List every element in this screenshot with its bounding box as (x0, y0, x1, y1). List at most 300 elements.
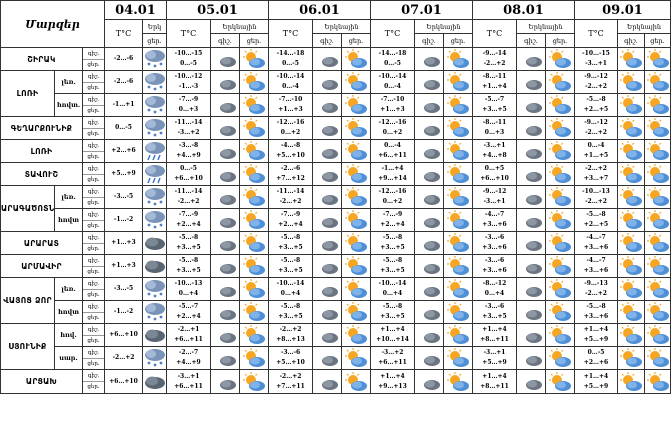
day-night-labels (83, 186, 105, 209)
forecast-row (1, 301, 671, 324)
snow-icon (143, 347, 167, 370)
cloudsun-icon (645, 48, 671, 71)
temperature-cell (371, 278, 415, 301)
night-temperature: -3…-6 (280, 349, 301, 356)
cloudsun-icon (645, 209, 671, 232)
temperature-value: -1…+1 (112, 101, 135, 108)
temperature-cell (105, 163, 143, 186)
cloudsun-icon (240, 94, 269, 117)
night-label: գիշ. (83, 348, 104, 359)
pcloud-icon (313, 232, 342, 255)
day-temperature: +3…+6 (482, 244, 507, 251)
temperature-cell (575, 347, 618, 370)
temperature-cell (269, 186, 313, 209)
night-subheader: գիշ. (618, 34, 645, 48)
night-temperature: -5…-8 (586, 96, 606, 103)
temperature-value: -1…-2 (113, 308, 134, 315)
day-label: ցեր. (87, 360, 100, 367)
night-temperature: -9…-12 (482, 188, 507, 195)
day-temperature: +10…+14 (376, 336, 409, 343)
temperature-cell (269, 71, 313, 94)
cloudsun-icon (444, 117, 473, 140)
day-temperature: +8…+11 (480, 382, 509, 390)
temperature-cell (371, 117, 415, 140)
day-temperature: 0…+2 (382, 129, 403, 136)
pcloud-icon (517, 278, 546, 301)
temperature-cell (167, 71, 211, 94)
day-temperature: -1…-3 (178, 83, 199, 90)
cloudsun-icon (444, 347, 473, 370)
day-temperature: +3…+5 (380, 267, 405, 274)
cloudsun-icon (240, 71, 269, 94)
pcloud-icon (415, 232, 444, 255)
night-temperature: -3…-6 (484, 303, 505, 310)
temperature-cell (575, 186, 618, 209)
cloudsun-icon (546, 370, 575, 394)
night-temperature: -4…-7 (586, 234, 606, 241)
day-temperature: +3…+6 (583, 267, 609, 274)
night-label: գիշ. (83, 302, 104, 313)
pcloud-icon (415, 370, 444, 394)
pcloud-icon (415, 347, 444, 370)
regions-header: Մարզեր (1, 1, 105, 48)
night-label: գիշ. (83, 72, 104, 83)
night-temperature: -14…-18 (276, 50, 305, 57)
pcloud-icon (211, 324, 240, 347)
temperature-value: +1…+3 (111, 262, 136, 269)
temperature-cell (269, 324, 313, 347)
sky-column-header: Երկնային (313, 20, 371, 34)
temperature-cell (105, 324, 143, 347)
temperature-cell (371, 370, 415, 394)
night-temperature: -11…-14 (174, 188, 203, 195)
forecast-row (1, 278, 671, 301)
cloudsun-icon (342, 163, 371, 186)
temperature-value: -1…-2 (113, 216, 134, 223)
night-label: գիշ. (83, 325, 104, 336)
day-temperature: +5…+10 (276, 359, 305, 366)
cloudsun-icon (618, 71, 645, 94)
day-temperature: +3…+7 (583, 175, 609, 182)
day-temperature: +3…+6 (482, 267, 507, 274)
night-temperature: -11…-14 (174, 119, 203, 126)
temperature-cell (371, 94, 415, 117)
night-temperature: -7…-10 (278, 96, 303, 103)
day-temperature: +5…+9 (583, 382, 609, 390)
night-temperature: -11…-14 (276, 188, 305, 195)
night-subheader: գիշ. (415, 34, 444, 48)
region-name: ԱՐԱԳԱԾՈՏՆ (1, 186, 55, 232)
cloudsun-icon (240, 232, 269, 255)
day-temperature: 0…-5 (282, 60, 299, 67)
cloudsun-icon (645, 370, 671, 394)
day-temperature: +6…+11 (174, 382, 203, 390)
pcloud-icon (415, 163, 444, 186)
day-subheader: ցեր. (240, 34, 269, 48)
temp-column-header: T°C (575, 20, 618, 48)
temperature-cell (269, 140, 313, 163)
day-night-labels (83, 209, 105, 232)
pcloud-icon (415, 209, 444, 232)
night-temperature: -3…+1 (177, 372, 200, 380)
pcloud-icon (415, 117, 444, 140)
pcloud-icon (211, 370, 240, 394)
night-temperature: -9…-12 (584, 73, 608, 80)
cloudsun-icon (444, 48, 473, 71)
temperature-cell (473, 94, 517, 117)
temperature-cell (575, 324, 618, 347)
pcloud-icon (517, 140, 546, 163)
cloudsun-icon (342, 48, 371, 71)
cloudsun-icon (546, 232, 575, 255)
pcloud-icon (517, 94, 546, 117)
temperature-cell (269, 347, 313, 370)
temperature-cell (105, 278, 143, 301)
day-subheader: ցեր. (342, 34, 371, 48)
cloud-icon (143, 232, 167, 255)
day-temperature: 0…+2 (280, 129, 301, 136)
cloudsun-icon (342, 209, 371, 232)
cloudsun-icon (645, 324, 671, 347)
night-temperature: -5…-7 (178, 303, 199, 310)
cloudsun-icon (342, 140, 371, 163)
temperature-cell (575, 71, 618, 94)
temperature-cell (105, 140, 143, 163)
day-label: ցեր. (87, 176, 100, 183)
temperature-cell (167, 278, 211, 301)
temperature-cell (371, 71, 415, 94)
temperature-cell (371, 255, 415, 278)
temperature-cell (575, 232, 618, 255)
pcloud-icon (415, 140, 444, 163)
pcloud-icon (211, 163, 240, 186)
pcloud-icon (211, 209, 240, 232)
sky-column-header: Երկնային (415, 20, 473, 34)
day-temperature: +1…+3 (278, 106, 303, 113)
forecast-row (1, 209, 671, 232)
day-night-labels (83, 71, 105, 94)
temperature-cell (473, 71, 517, 94)
night-label: գիշ. (83, 233, 104, 244)
snow-icon (143, 278, 167, 301)
night-temperature: -2…-6 (280, 165, 301, 172)
day-temperature: -3…+1 (483, 198, 506, 205)
temperature-cell (371, 209, 415, 232)
cloudsun-icon (342, 94, 371, 117)
cloudsun-icon (240, 140, 269, 163)
night-temperature: -4…-7 (484, 211, 505, 218)
night-temperature: -14…-18 (378, 50, 407, 57)
night-temperature: +1…+4 (380, 326, 405, 333)
cloudsun-icon (240, 255, 269, 278)
day-night-labels (83, 232, 105, 255)
date-header: 04.01 (105, 1, 167, 20)
day-temperature: +6…+10 (480, 175, 509, 182)
night-temperature: -9…-12 (584, 119, 608, 126)
temperature-cell (473, 324, 517, 347)
temperature-cell (371, 232, 415, 255)
pcloud-icon (313, 71, 342, 94)
temperature-cell (473, 370, 517, 394)
day-temperature: +5…+10 (276, 152, 305, 159)
cloudsun-icon (645, 278, 671, 301)
temperature-cell (575, 255, 618, 278)
cloudsun-icon (618, 94, 645, 117)
day-temperature: 0…+4 (280, 290, 301, 297)
cloudsun-icon (342, 324, 371, 347)
pcloud-icon (517, 209, 546, 232)
date-header: 07.01 (371, 1, 473, 20)
temperature-cell (167, 370, 211, 394)
forecast-row (1, 232, 671, 255)
cloudsun-icon (342, 71, 371, 94)
night-temperature: 0…-4 (587, 142, 605, 149)
night-temperature: -10…-14 (276, 280, 305, 287)
temperature-cell (105, 48, 143, 71)
night-temperature: +1…+4 (482, 372, 507, 380)
pcloud-icon (415, 255, 444, 278)
day-label: ցեր. (87, 291, 100, 298)
cloud-icon (143, 370, 167, 394)
cloudsun-icon (645, 163, 671, 186)
cloudsun-icon (240, 163, 269, 186)
date-header: 09.01 (575, 1, 671, 20)
cloudsun-icon (444, 71, 473, 94)
cloudsun-icon (240, 324, 269, 347)
night-temperature: -2…+2 (585, 165, 607, 172)
cloudsun-icon (342, 347, 371, 370)
sub-region: լեռ. (55, 186, 83, 209)
pcloud-icon (313, 255, 342, 278)
temperature-cell (167, 140, 211, 163)
cloudsun-icon (546, 117, 575, 140)
temperature-cell (473, 117, 517, 140)
cloudsun-icon (444, 140, 473, 163)
sub-region: լեռ. (55, 278, 83, 301)
cloudsun-icon (444, 370, 473, 394)
cloudsun-icon (342, 301, 371, 324)
temperature-cell (473, 232, 517, 255)
cloudsun-icon (240, 370, 269, 394)
night-temperature: -5…-8 (178, 257, 199, 264)
region-name: ԼՈՌԻ (1, 140, 83, 163)
day-temperature: 0…+3 (484, 129, 505, 136)
day-temperature: -2…+2 (177, 198, 200, 205)
night-temperature: +1…+4 (380, 372, 405, 380)
temp-column-header: T°C (371, 20, 415, 48)
pcloud-icon (517, 71, 546, 94)
pcloud-icon (211, 255, 240, 278)
day-temperature: +3…+5 (278, 313, 303, 320)
night-temperature: -7…-9 (382, 211, 403, 218)
night-temperature: -3…+1 (483, 349, 506, 356)
cloudsun-icon (618, 347, 645, 370)
pcloud-icon (313, 163, 342, 186)
cloudsun-icon (342, 278, 371, 301)
cloudsun-icon (645, 140, 671, 163)
day-label: ցեր. (87, 107, 100, 114)
temperature-cell (269, 278, 313, 301)
pcloud-icon (313, 94, 342, 117)
day-temperature: +1…+3 (380, 106, 405, 113)
pcloud-icon (211, 94, 240, 117)
pcloud-icon (313, 301, 342, 324)
temperature-value: -3…-5 (113, 193, 134, 200)
temperature-cell (473, 48, 517, 71)
day-label: ցեր. (87, 245, 100, 252)
night-temperature: -12…-16 (276, 119, 305, 126)
sub-region: սար. (55, 347, 83, 370)
day-subheader: ցեր. (143, 34, 167, 48)
pcloud-icon (517, 232, 546, 255)
snow-icon (143, 301, 167, 324)
temperature-cell (167, 232, 211, 255)
sky-column-header: Երկնային (517, 20, 575, 34)
night-temperature: -5…-8 (178, 234, 199, 241)
temperature-cell (371, 163, 415, 186)
night-temperature: +1…+4 (583, 372, 609, 380)
cloudsun-icon (618, 324, 645, 347)
day-night-labels (83, 370, 105, 394)
day-temperature: +1…+4 (482, 83, 507, 90)
temperature-cell (167, 48, 211, 71)
day-temperature: +3…+5 (380, 313, 405, 320)
temperature-cell (269, 255, 313, 278)
forecast-row (1, 370, 671, 394)
day-temperature: +6…+11 (378, 359, 407, 366)
night-temperature: 0…-5 (587, 349, 605, 356)
temperature-cell (167, 209, 211, 232)
night-temperature: -7…-10 (380, 96, 405, 103)
temperature-cell (105, 255, 143, 278)
sub-region: հովտ. (55, 94, 83, 117)
day-night-labels (83, 117, 105, 140)
day-temperature: 0…+4 (382, 290, 403, 297)
pcloud-icon (211, 301, 240, 324)
cloudsun-icon (546, 347, 575, 370)
temperature-cell (167, 94, 211, 117)
day-temperature: 0…-4 (282, 83, 299, 90)
night-temperature: +1…+4 (482, 326, 507, 333)
pcloud-icon (517, 347, 546, 370)
forecast-row (1, 94, 671, 117)
night-temperature: -3…+1 (483, 142, 506, 149)
night-temperature: -2…+2 (279, 326, 302, 333)
cloudsun-icon (342, 255, 371, 278)
temperature-cell (167, 186, 211, 209)
cloudsun-icon (546, 209, 575, 232)
cloudsun-icon (645, 232, 671, 255)
day-temperature: +2…+4 (380, 221, 405, 228)
temperature-cell (575, 140, 618, 163)
temperature-cell (167, 255, 211, 278)
cloudsun-icon (618, 209, 645, 232)
day-temperature: 0…+4 (484, 290, 505, 297)
cloudsun-icon (546, 255, 575, 278)
forecast-row (1, 140, 671, 163)
night-label: գիշ. (83, 210, 104, 221)
pcloud-icon (211, 71, 240, 94)
cloudsun-icon (444, 163, 473, 186)
day-temperature: 0…+3 (178, 106, 199, 113)
temperature-cell (269, 209, 313, 232)
snow-icon (143, 94, 167, 117)
forecast-row (1, 117, 671, 140)
cloudsun-icon (444, 209, 473, 232)
night-temperature: -10…-15 (174, 50, 203, 57)
day-label: ցեր. (87, 84, 100, 91)
cloudsun-icon (618, 186, 645, 209)
pcloud-icon (211, 48, 240, 71)
night-temperature: -7…-9 (280, 211, 301, 218)
day-subheader: ցեր. (645, 34, 671, 48)
day-temperature: +1…+5 (583, 152, 609, 159)
cloud-icon (143, 255, 167, 278)
temperature-cell (269, 232, 313, 255)
day-night-labels (83, 140, 105, 163)
sub-region: հովտ (55, 301, 83, 324)
cloudsun-icon (546, 71, 575, 94)
cloudsun-icon (240, 301, 269, 324)
day-temperature: -3…+1 (585, 60, 607, 67)
day-temperature: +7…+11 (276, 382, 305, 390)
cloudsun-icon (618, 117, 645, 140)
forecast-row (1, 163, 671, 186)
day-temperature: +2…+5 (583, 106, 609, 113)
temperature-value: +1…+3 (111, 239, 136, 246)
night-label: գիշ. (83, 256, 104, 267)
day-night-labels (83, 278, 105, 301)
night-temperature: -10…-15 (582, 50, 610, 57)
day-night-labels (83, 255, 105, 278)
night-temperature: -3…-6 (484, 234, 505, 241)
day-temperature: +9…+13 (378, 382, 407, 390)
day-label: ցեր. (87, 61, 100, 68)
cloudsun-icon (240, 209, 269, 232)
temp-column-header: T°C (269, 20, 313, 48)
cloudsun-icon (618, 301, 645, 324)
date-header: 08.01 (473, 1, 575, 20)
night-temperature: -5…-8 (382, 257, 403, 264)
cloudsun-icon (444, 232, 473, 255)
pcloud-icon (415, 71, 444, 94)
temperature-cell (371, 186, 415, 209)
night-temperature: -2…+1 (177, 326, 200, 333)
temperature-cell (269, 117, 313, 140)
date-header: 05.01 (167, 1, 269, 20)
day-temperature: +3…+5 (278, 244, 303, 251)
night-temperature: -10…-12 (174, 73, 203, 80)
day-temperature: +4…+9 (176, 359, 201, 366)
cloudsun-icon (240, 347, 269, 370)
day-temperature: +2…+4 (176, 221, 201, 228)
sub-region: հովտ (55, 209, 83, 232)
temperature-cell (269, 163, 313, 186)
cloudsun-icon (618, 370, 645, 394)
pcloud-icon (415, 48, 444, 71)
cloudsun-icon (645, 255, 671, 278)
day-temperature: +5…+9 (482, 359, 507, 366)
cloudsun-icon (546, 324, 575, 347)
day-temperature: +3…+6 (583, 244, 609, 251)
night-subheader: գիշ. (313, 34, 342, 48)
day-subheader: ցեր. (444, 34, 473, 48)
cloudsun-icon (645, 71, 671, 94)
region-name: ԳԵՂԱՐՔՈՒՆԻՔ (1, 117, 83, 140)
cloudsun-icon (240, 48, 269, 71)
temperature-cell (105, 209, 143, 232)
pcloud-icon (415, 301, 444, 324)
